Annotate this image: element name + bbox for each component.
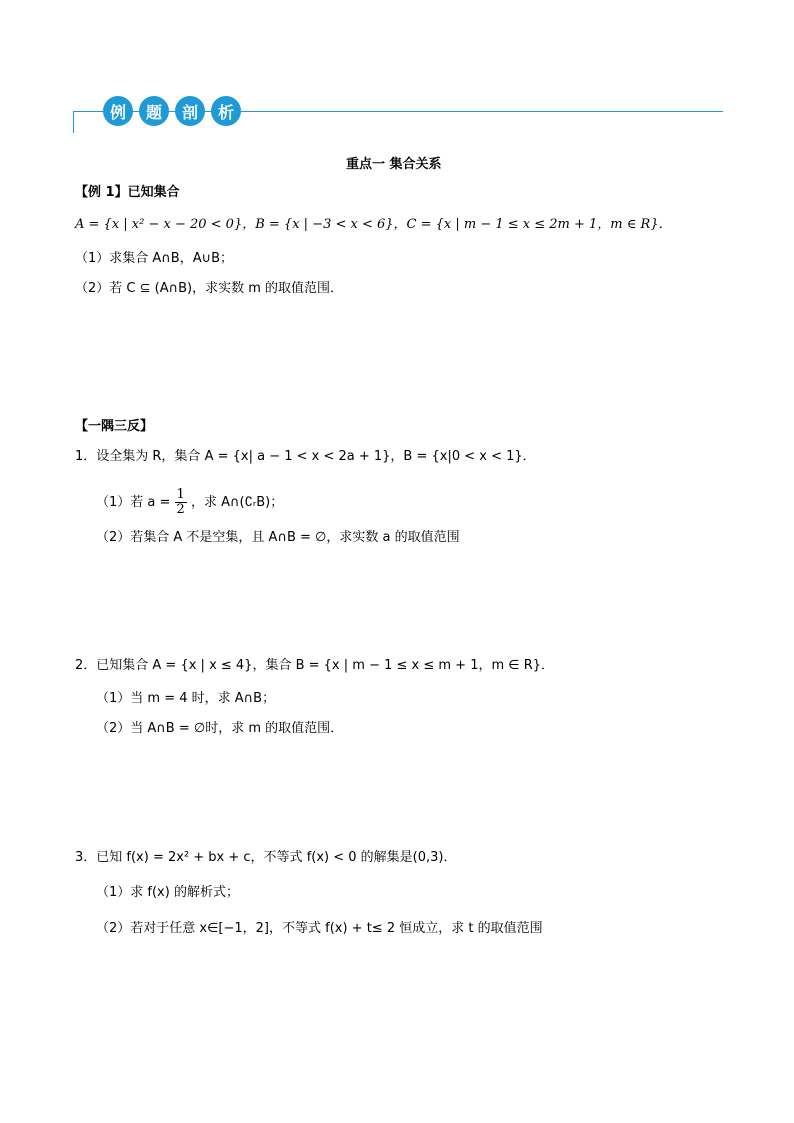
- section-header: [73, 96, 723, 136]
- problem1-question-2: （2）若集合 A 不是空集，且 A∩B = ∅，求实数 a 的取值范围: [96, 530, 460, 545]
- problem3-question-1: （1）求 f(x) 的解析式；: [96, 885, 239, 900]
- problem2-stem: 2．已知集合 A = {x | x ≤ 4}，集合 B = {x | m − 1 ≤ x ≤ m + 1，m ∈ R}．: [75, 658, 555, 673]
- badge-4: 析: [211, 96, 241, 126]
- header-badges: [103, 96, 241, 126]
- fraction-denominator: 2: [176, 502, 185, 517]
- practice-heading: 【一隅三反】: [75, 419, 154, 434]
- problem3-stem: 3．已知 f(x) = 2x² + bx + c，不等式 f(x) < 0 的解集是(0,3)．: [75, 850, 457, 865]
- problem2-question-2: （2）当 A∩B = ∅时，求 m 的取值范围．: [96, 721, 344, 736]
- fraction-numerator: 1: [176, 487, 185, 502]
- badge-2: 题: [139, 96, 169, 126]
- problem1-q1-suffix: ，求 A∩(∁ᵣB)；: [190, 495, 284, 510]
- fraction: [175, 488, 187, 517]
- problem3-question-2: （2）若对于任意 x∈[−1，2]，不等式 f(x) + t≤ 2 恒成立，求 t 的取值范围: [96, 921, 543, 936]
- example1-sets: A = {x | x² − x − 20 < 0}，B = {x | −3 < x < 6}，C = {x | m − 1 ≤ x ≤ 2m + 1，m ∈ R}．: [75, 217, 672, 232]
- section-title: 重点一 集合关系: [346, 157, 442, 172]
- badge-3: 剖: [175, 96, 205, 126]
- problem1-q1-prefix: （1）若 a =: [96, 495, 171, 510]
- problem1-question-1: [96, 488, 283, 518]
- example1-label: 【例 1】已知集合: [75, 185, 180, 200]
- badge-1: 例: [103, 96, 133, 126]
- problem2-question-1: （1）当 m = 4 时，求 A∩B；: [96, 691, 276, 706]
- header-left-tick: [73, 111, 74, 133]
- example1-question-1: （1）求集合 A∩B，A∪B；: [75, 251, 234, 266]
- problem1-stem: 1．设全集为 R，集合 A = {x| a − 1 < x < 2a + 1}，B = {x|0 < x < 1}．: [75, 449, 536, 464]
- example1-question-2: （2）若 C ⊆ (A∩B)，求实数 m 的取值范围．: [75, 281, 344, 296]
